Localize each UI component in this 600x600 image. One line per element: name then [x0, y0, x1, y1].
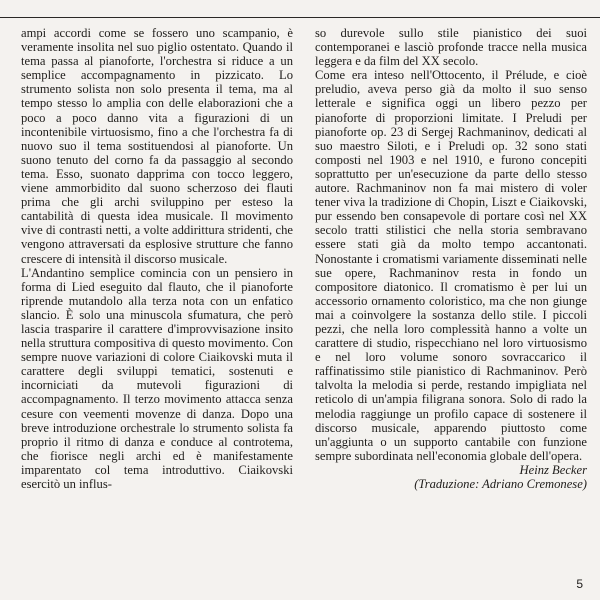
right-paragraph-2: Come era inteso nell'Ottocento, il Prélude, e cioè preludio, aveva perso già da molto il suo senso letterale e significa oggi un libero pezzo per pianoforte di proporzioni limitate. I Preludi per pianoforte op. 23 di Sergej Rachmaninov, dedicati al suo maestro Siloti, e i Preludi op. 32 sono stati composti nel 1903 e nel 1910, e furono concepiti soprattutto per un'esecuzione da parte dello stesso autore. Rachmaninov non fa mai mistero di voler tener viva la tradizione di Chopin, Liszt e Ciaikovski, pur essendo ben consapevole di portare così nel XX secolo tratti stilistici che nella storia sembravano essere stati già da molto tempo accantonati. Nonostante i cromatismi variamente disseminati nelle sue opere, Rachmaninov resta in fondo un compositore diatonico. Il cromatismo è per lui un accessorio ornamento coloristico, ma che non giunge mai a coinvolgere la sostanza dello stile. I piccoli pezzi, che nella loro complessità hanno a volte un carattere di studio, rispecchiano nel loro virtuosismo e nel loro volume sonoro sovraccarico il raffinatissimo stile pianistico di Rachmaninov. Però talvolta la melodia si perde, restando impigliata nel reticolo di un'ampia filigrana sonora. Solo di rado la melodia raggiunge un profilo capace di sostenere il discorso musicale, apparendo piuttosto come un'aggiunta o un supporto cantabile con funzione sempre subordinata nell'economia globale dell'opera. — [315, 68, 587, 463]
page-number: 5 — [576, 577, 583, 591]
top-rule — [0, 17, 600, 18]
left-column — [21, 26, 293, 491]
left-paragraph-2: L'Andantino semplice comincia con un pensiero in forma di Lied eseguito dal flauto, che il pianoforte riprende mutandolo alla terza nota con un enfatico slancio. È solo una minuscola sfumatura, che però lascia trasparire il carattere d'improvvisazione insito nella struttura compositiva di questo movimento. Con sempre nuove variazioni di colore Ciaikovski muta il carattere degli sviluppi tematici, sostenuti e incorniciati da mutevoli figurazioni di accompagnamento. Il terzo movimento attacca senza cesure con veementi movenze di danza. Dopo una breve introduzione orchestrale lo strumento solista fa proprio il ritmo di danza e conduce al controtema, che fiorisce negli archi ed è manifestamente imparentato col tema introduttivo. Ciaikovski esercitò un influs- — [21, 265, 293, 491]
left-paragraph-1: ampi accordi come se fossero uno scampanio, è veramente insolita nel suo piglio ostentato. Quando il tema passa al pianoforte, l'orchestra si riduce a un semplice accompagnamento in pizzicato. Lo strumento solista non solo presenta il tema, ma al tempo stesso lo amplia con delle elaborazioni che a poco a poco danno vita a figurazioni di un incontenibile virtuosismo, fino a che l'orchestra fa di nuovo suo il tema sostituendosi al pianoforte. Un suono tenuto del corno fa da passaggio al secondo tema. Esso, suonato dapprima con tocco leggero, viene ammorbidito dal suono scherzoso dei flauti prima che gli archi sviluppino per esteso la cantabilità di questa idea musicale. Il movimento vive di contrasti netti, a volte addirittura stridenti, che vengono attraversati da esplosive strutture che fanno crescere di intensità il discorso musicale. — [21, 26, 293, 266]
right-paragraph-1: so durevole sullo stile pianistico dei suoi contemporanei e lasciò profonde tracce nella musica leggera e da film del XX secolo. — [315, 26, 587, 69]
author-signature: Heinz Becker — [519, 462, 587, 477]
translation-credit: (Traduzione: Adriano Cremonese) — [414, 477, 587, 491]
right-column — [315, 26, 587, 491]
